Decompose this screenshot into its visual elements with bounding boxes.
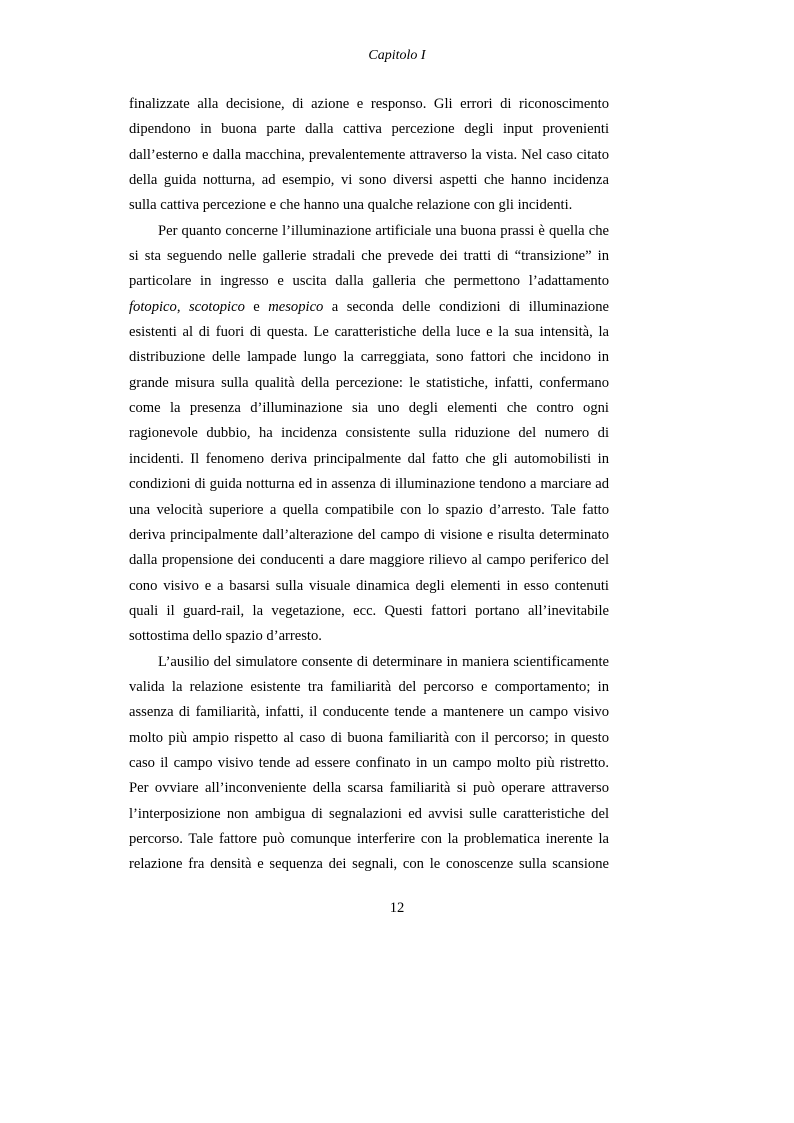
separator: e — [244, 298, 269, 315]
text-line: deriva principalmente dall’alterazione del campo di visione e risulta determinato — [129, 526, 609, 543]
text-line: sulla cattiva percezione e che hanno una qualche relazione con gli incidenti. — [129, 197, 573, 214]
text-line: della guida notturna, ad esempio, vi sono diversi aspetti che hanno incidenza — [129, 172, 609, 189]
text-line: Per ovviare all’inconveniente della scarsa familiarità si può operare attraverso — [129, 780, 609, 797]
text-line: condizioni di guida notturna ed in assenza di illuminazione tendono a marciare ad — [129, 476, 609, 493]
text-line: L’ausilio del simulatore consente di determinare in maniera scientificamente — [158, 653, 609, 670]
text-line: si sta seguendo nelle gallerie stradali che prevede dei tratti di “transizione” in — [129, 248, 609, 265]
text-line: dall’esterno e dalla macchina, prevalentemente attraverso la vista. Nel caso citato — [129, 146, 609, 163]
text-line: distribuzione delle lampade lungo la carreggiata, sono fattori che incidono in — [129, 349, 609, 366]
italic-term: mesopico — [268, 298, 324, 315]
paragraph-1 — [129, 92, 609, 219]
text-line: ragionevole dubbio, ha incidenza consistente sulla riduzione del numero di — [129, 425, 609, 442]
paragraph-2 — [129, 219, 609, 650]
text-line: cono visivo e a basarsi sulla visuale dinamica degli elementi in esso contenuti — [129, 577, 609, 594]
text-line: valida la relazione esistente tra familiarità del percorso e comportamento; in — [129, 678, 609, 695]
paragraph-3 — [129, 650, 609, 878]
body-text — [129, 92, 609, 878]
text-line: sottostima dello spazio d’arresto. — [129, 628, 322, 645]
text-line: dipendono in buona parte dalla cattiva percezione degli input provenienti — [129, 121, 609, 138]
text-line: relazione fra densità e sequenza dei segnali, con le conoscenze sulla scansione — [129, 856, 609, 873]
text-line: particolare in ingresso e uscita dalla galleria che permettono l’adattamento — [129, 273, 609, 290]
text-line-with-italic-terms — [129, 295, 609, 320]
page-number: 12 — [389, 900, 405, 916]
separator: , — [176, 298, 189, 315]
line-rest: a seconda delle condizioni di illuminazione — [323, 298, 610, 315]
text-line: assenza di familiarità, infatti, il conducente tende a mantenere un campo visivo — [129, 704, 609, 721]
text-line: dalla propensione dei conducenti a dare maggiore rilievo al campo periferico del — [129, 552, 609, 569]
italic-term: fotopico — [129, 298, 177, 315]
text-line: molto più ampio rispetto al caso di buona familiarità con il percorso; in questo — [129, 729, 609, 746]
text-line: quali il guard-rail, la vegetazione, ecc. Questi fattori portano all’inevitabile — [129, 602, 609, 619]
text-line: finalizzate alla decisione, di azione e responso. Gli errori di riconoscimento — [129, 96, 609, 112]
text-line: percorso. Tale fattore può comunque interferire con la problematica inerente la — [129, 830, 609, 847]
text-line: caso il campo visivo tende ad essere confinato in un campo molto più ristretto. — [129, 754, 609, 771]
text-line: l’interposizione non ambigua di segnalazioni ed avvisi sulle caratteristiche del — [129, 805, 609, 822]
running-header: Capitolo I — [368, 48, 426, 63]
text-line: grande misura sulla qualità della percezione: le statistiche, infatti, confermano — [129, 374, 609, 391]
text-line: Per quanto concerne l’illuminazione artificiale una buona prassi è quella che — [158, 222, 609, 239]
text-line: come la presenza d’illuminazione sia uno degli elementi che contro ogni — [129, 400, 609, 417]
text-line: incidenti. Il fenomeno deriva principalmente dal fatto che gli automobilisti in — [129, 450, 609, 467]
italic-term: scotopico — [188, 298, 245, 315]
text-line: una velocità superiore a quella compatibile con lo spazio d’arresto. Tale fatto — [129, 501, 609, 518]
text-line: esistenti al di fuori di questa. Le caratteristiche della luce e la sua intensità, la — [129, 324, 609, 341]
